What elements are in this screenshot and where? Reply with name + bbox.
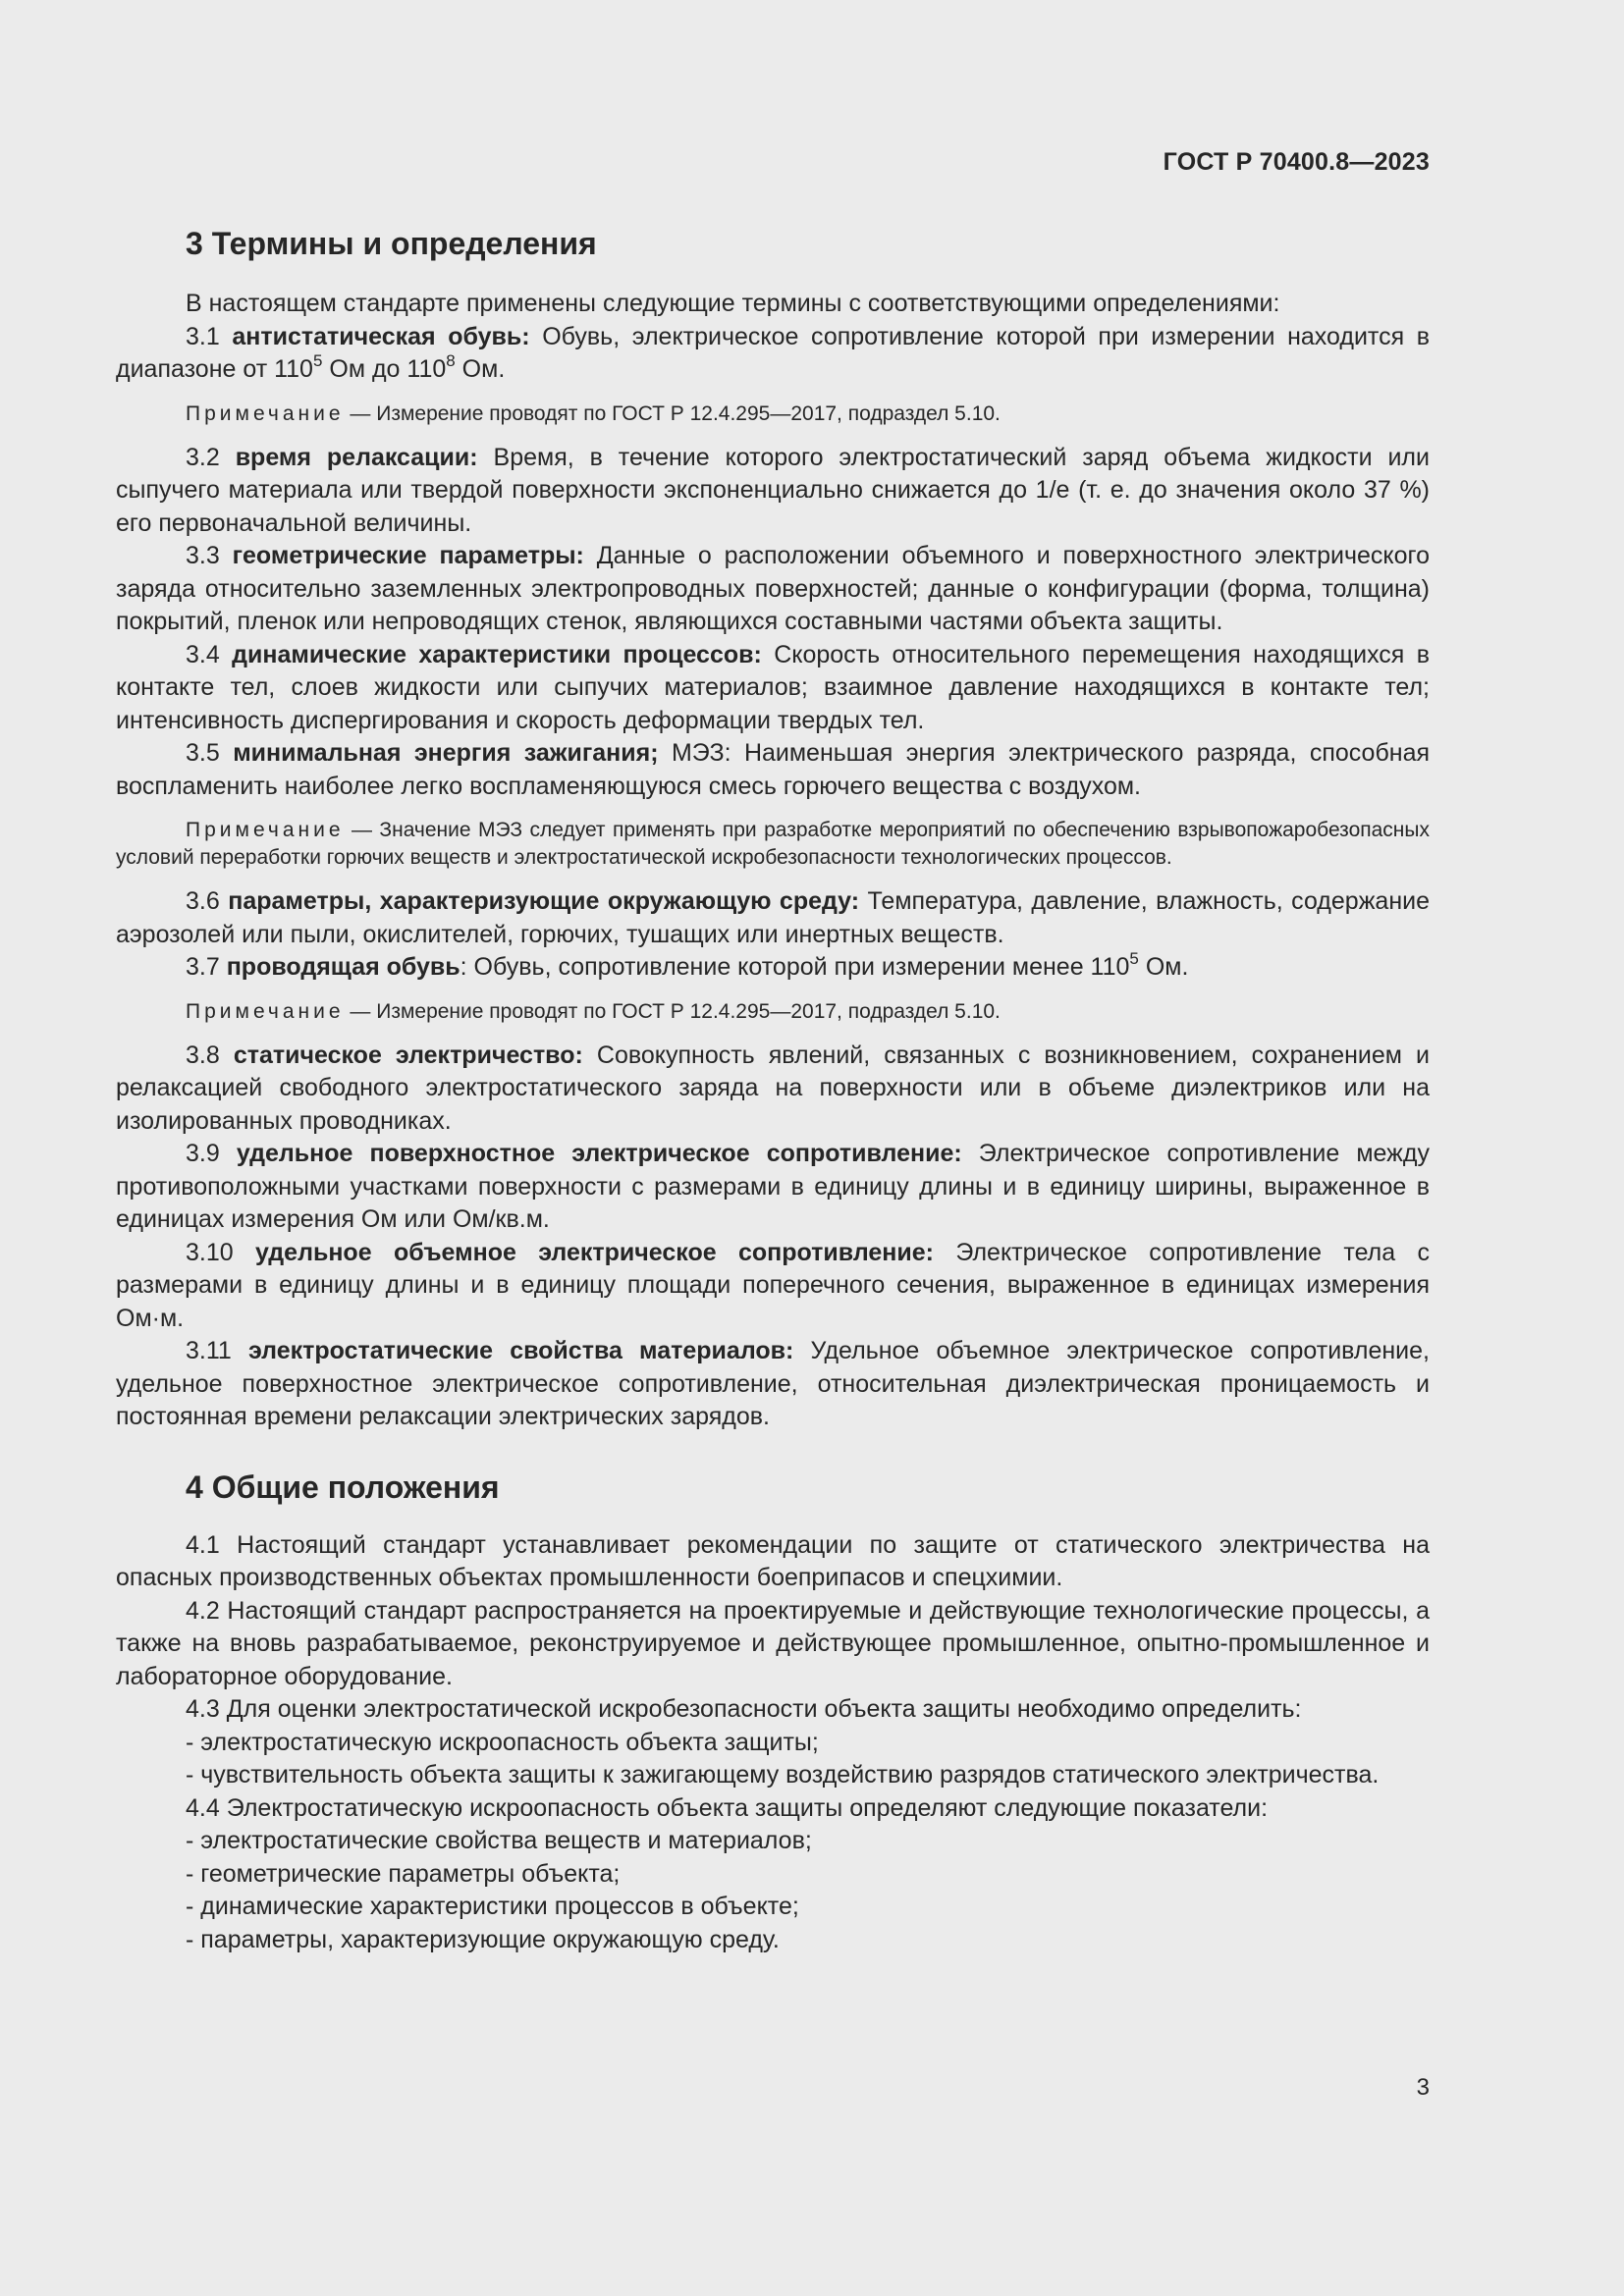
exponent: 8 (446, 350, 456, 370)
term-3-10 (116, 1237, 1430, 1336)
term-3-2 (116, 442, 1430, 541)
note-text: — Измерение проводят по ГОСТ Р 12.4.295—2017, подраздел 5.10. (344, 401, 1001, 425)
term-name: статическое электричество: (233, 1041, 583, 1069)
term-definition: : Обувь, сопротивление которой при измерении менее 110 (460, 953, 1130, 981)
page-number: 3 (1416, 2074, 1430, 2101)
term-number: 3.3 (186, 542, 233, 569)
term-name: динамические характеристики процессов: (232, 640, 762, 668)
term-number: 3.7 (186, 953, 227, 981)
term-3-5 (116, 737, 1430, 803)
term-name: минимальная энергия зажигания; (233, 739, 659, 767)
paragraph-4-4: 4.4 Электростатическую искроопасность объекта защиты определяют следующие показатели: (186, 1793, 1269, 1822)
term-number: 3.10 (186, 1238, 256, 1266)
list-item: - динамические характеристики процессов в объекте; (186, 1893, 799, 1920)
section-4-title: 4 Общие положения (186, 1468, 500, 1505)
exponent: 5 (312, 350, 323, 370)
term-3-3 (116, 540, 1430, 639)
term-definition: Удельное объемное электрическое сопротивление, удельное поверхностное электрическое сопротивление, относительная диэлектрическая проницаемость и постоянная времени релаксации электрических зарядов. (116, 1337, 1430, 1430)
term-definition: Совокупность явлений, связанных с возникновением, сохранением и релаксацией свободного электростатического заряда на поверхности или в объеме диэлектриков или на изолированных проводниках. (116, 1041, 1430, 1135)
exponent: 5 (1129, 948, 1139, 968)
note-text: — Измерение проводят по ГОСТ Р 12.4.295—2017, подраздел 5.10. (344, 999, 1001, 1023)
document-code: ГОСТ Р 70400.8—2023 (1163, 148, 1430, 176)
term-number: 3.9 (186, 1140, 237, 1167)
term-number: 3.4 (186, 640, 233, 668)
term-3-7 (116, 948, 1430, 985)
note-1 (116, 400, 1430, 428)
term-name: время релаксации: (235, 443, 478, 471)
term-definition: Ом. (455, 355, 506, 383)
term-definition: Ом до 110 (322, 355, 447, 383)
term-name: параметры, характеризующие окружающую среду: (228, 887, 860, 915)
list-item: - электростатические свойства веществ и материалов; (186, 1827, 812, 1854)
term-definition: МЭЗ: Наименьшая энергия электрического разряда, способная воспламенить наиболее легко воспламеняющуюся смесь горючего вещества с воздухом. (116, 739, 1431, 800)
term-name: удельное объемное электрическое сопротивление: (255, 1238, 934, 1266)
term-number: 3.2 (186, 443, 236, 471)
term-definition: Время, в течение которого электростатический заряд объема жидкости или сыпучего материала или твердой поверхности экспоненциально снижается до 1/е (т. е. до значения около 37 %) его первоначальной величины. (116, 443, 1430, 537)
list-item: - параметры, характеризующие окружающую среду. (186, 1925, 780, 1953)
page-body (116, 147, 1430, 1956)
term-number: 3.11 (186, 1337, 248, 1364)
section-3-intro: В настоящем стандарте применены следующие термины с соответствующими определениями: (186, 290, 1280, 317)
term-number: 3.6 (186, 887, 229, 915)
note-label: Примечание (186, 999, 345, 1023)
paragraph-4-1: 4.1 Настоящий стандарт устанавливает рекомендации по защите от статического электричества на опасных производственных объектах промышленности боеприпасов и спецхимии. (116, 1530, 1430, 1591)
term-name: удельное поверхностное электрическое сопротивление: (236, 1140, 962, 1167)
paragraph-4-3: 4.3 Для оценки электростатической искробезопасности объекта защиты необходимо определить: (186, 1695, 1302, 1723)
term-3-6 (116, 885, 1430, 951)
term-number: 3.1 (186, 322, 233, 350)
note-3 (116, 998, 1430, 1026)
note-label: Примечание (186, 819, 345, 841)
term-name: геометрические параметры: (232, 542, 584, 569)
list-item: - электростатическую искроопасность объекта защиты; (186, 1728, 819, 1756)
section-3-title: 3 Термины и определения (186, 226, 597, 261)
term-name: антистатическая обувь: (232, 322, 530, 350)
note-2 (116, 817, 1430, 872)
term-3-11 (116, 1335, 1430, 1434)
term-number: 3.5 (186, 739, 234, 767)
term-definition: Ом. (1138, 953, 1189, 981)
term-definition: Скорость относительного перемещения находящихся в контакте тел, слоев жидкости или сыпучих материалов; взаимное давление находящихся в контакте тел; интенсивность диспергирования и скорость деформации твердых тел. (116, 640, 1430, 734)
list-item: - геометрические параметры объекта; (186, 1859, 621, 1888)
note-label: Примечание (186, 401, 345, 425)
term-definition: Температура, давление, влажность, содержание аэрозолей или пыли, окислителей, горючих, тушащих или инертных веществ. (116, 887, 1430, 948)
term-3-8 (116, 1040, 1430, 1139)
term-3-4 (116, 639, 1430, 738)
list-item: - чувствительность объекта защиты к зажигающему воздействию разрядов статического электричества. (186, 1761, 1380, 1789)
term-definition: Электрическое сопротивление между противоположными участками поверхности с размерами в единицу длины и в единицу ширины, выраженное в единицах измерения Ом или Ом/кв.м. (116, 1140, 1430, 1233)
term-definition: Данные о расположении объемного и поверхностного электрического заряда относительно заземленных электропроводных поверхностей; данные о конфигурации (форма, толщина) покрытий, пленок или непроводящих стенок, являющихся составными частями объекта защиты. (116, 542, 1430, 635)
paragraph-4-2: 4.2 Настоящий стандарт распространяется на проектируемые и действующие технологические процессы, а также на вновь разрабатываемое, реконструируемое и действующее промышленное, опытно-промышленное и лабораторное оборудование. (116, 1596, 1430, 1690)
note-text: — Значение МЭЗ следует применять при разработке мероприятий по обеспечению взрывопожаробезопасных условий переработки горючих веществ и электростатической искробезопасности технологических процессов. (116, 819, 1430, 869)
term-definition: Электрическое сопротивление тела с размерами в единицу длины и в единицу площади поперечного сечения, выраженное в единицах измерения Ом·м. (116, 1238, 1430, 1332)
term-3-9 (116, 1138, 1430, 1237)
term-name: электростатические свойства материалов: (247, 1337, 794, 1364)
term-3-1 (116, 321, 1430, 387)
term-name: проводящая обувь (226, 953, 460, 981)
term-definition: Обувь, электрическое сопротивление которой при измерении находится в диапазоне от 110 (116, 322, 1430, 383)
term-number: 3.8 (186, 1041, 234, 1069)
